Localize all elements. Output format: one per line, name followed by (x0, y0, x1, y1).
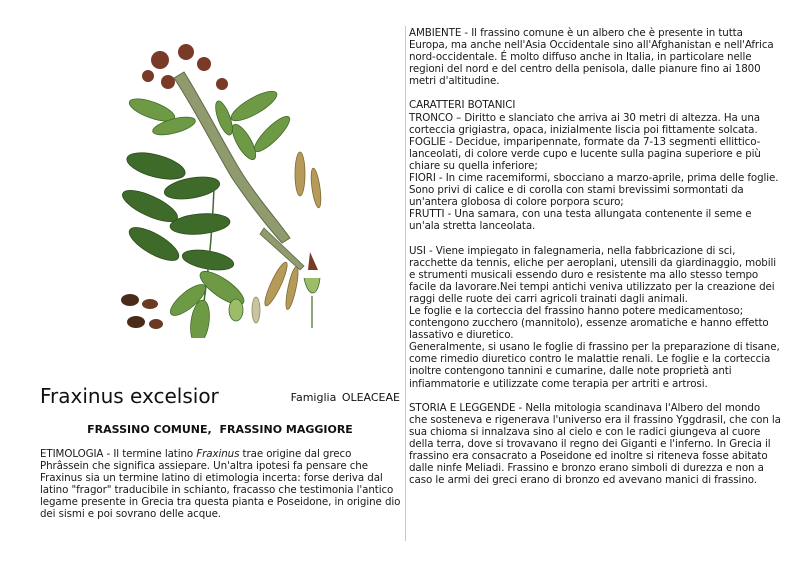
tronco-paragraph: TRONCO – Diritto e slanciato che arriva ai 30 metri di altezza. Ha una corteccia grigiastra, opaca, inizialmente liscia poi fittamente solcata. (409, 111, 760, 136)
compound-leaf-left (119, 148, 236, 274)
foglie-paragraph: FOGLIE - Decidue, imparipennate, formate da 7-13 segmenti ellittico-lanceolati, di colore verde cupo e lucente sulla pagina superiore e più chiare su quella inferiore; (409, 135, 761, 172)
etimologia-text-b: trae origine dal greco Phrâssein che significa assiepare. Un'altra ipotesi fa pensare che Fraxinus sia un termine latino di etimologia incerta: forse deriva dal latino "fragor" traducibile in schianto, fracasso che testimonia l'antico legame presente in Grecia tra questa pianta e Poseidone, in origine dio dei sismi e poi sovrano delle acque. (40, 448, 401, 521)
fiori-paragraph: FIORI - In cime racemiformi, sbocciano a marzo-aprile, prima delle foglie. Sono privi di calice e di corolla con stami brevissimi sormontati da un'antera globosa di colore porpora scuro; (409, 172, 779, 209)
botanical-plate-illustration (104, 38, 340, 338)
ambiente-paragraph: AMBIENTE - Il frassino comune è un albero che è presente in tutta Europa, ma anche nell'Asia Occidentale sino all'Afghanistan e nell'Africa nord-occidentale. É molto diffuso anche in Italia, in particolare nelle regioni del nord e del centro della penisola, dalle pianure fino ai 1800 metri d'altitudine. (409, 27, 774, 88)
flower-detail (304, 252, 320, 328)
storia-section (409, 402, 781, 487)
usi-paragraph-3: Generalmente, si usano le foglie di frassino per la preparazione di tisane, come rimedio diuretico contro le malattie renali. Le foglie e la corteccia inoltre contengono tannini e cumarine, dalle note proprietà anti infiammatorie e utilizzate come terapia per artriti e artrosi. (409, 341, 780, 390)
usi-paragraph-2: Le foglie e la corteccia del frassino hanno potere medicamentoso; contengono zucchero (mannitolo), essenze aromatiche e hanno effetto lassativo e diuretico. (409, 304, 769, 342)
title-row (40, 384, 400, 410)
etimologia-italic: Fraxinus (196, 448, 240, 460)
caratteri-section (409, 99, 781, 232)
common-names (40, 423, 400, 436)
species-name: Fraxinus excelsior (40, 384, 219, 408)
ambiente-section (409, 27, 781, 87)
frutti-paragraph: FRUTTI - Una samara, con una testa allungata contenente il seme e un'ala stretta lanceolata. (409, 208, 752, 233)
storia-paragraph: STORIA E LEGGENDE - Nella mitologia scandinava l'Albero del mondo che sosteneva e rigenerava l'universo era il frassino Yggdrasil, che con la sua chioma si innalzava sino al cielo e con le radici giungeva al cuore della terra, dove si trovavano il regno dei Giganti e l'inferno. In Grecia il frassino era consacrato a Poseidone ed inoltre si riteneva fosse abitato dalle ninfe Meliadi. Frassino e bronzo erano simboli di durezza e non a caso le armi dei greci erano di bronzo ed avevano manici di frassino. (409, 401, 781, 487)
caratteri-heading: CARATTERI BOTANICI (409, 99, 516, 112)
common-name-1: FRASSINO COMUNE, (87, 423, 212, 436)
family-name: OLEACEAE (341, 391, 400, 404)
common-name-2: FRASSINO MAGGIORE (219, 423, 353, 436)
family-line (291, 391, 400, 404)
column-divider (405, 26, 406, 541)
etimologia-text-a: ETIMOLOGIA - Il termine latino (40, 448, 197, 460)
usi-section (409, 245, 781, 390)
etimologia-paragraph (40, 448, 402, 521)
usi-paragraph-1: USI - Viene impiegato in falegnameria, nella fabbricazione di sci, racchette da tennis, eliche per aeroplani, utensili da giardinaggio, mobili e strumenti musicali essendo duro e resistente ma allo stesso tempo facile da lavorare.Nei tempi antichi veniva utilizzato per la creazione dei raggi delle ruote dei carri agricoli trainati dagli animali. (409, 244, 777, 305)
family-label: Famiglia (290, 391, 337, 404)
right-column (409, 27, 781, 498)
